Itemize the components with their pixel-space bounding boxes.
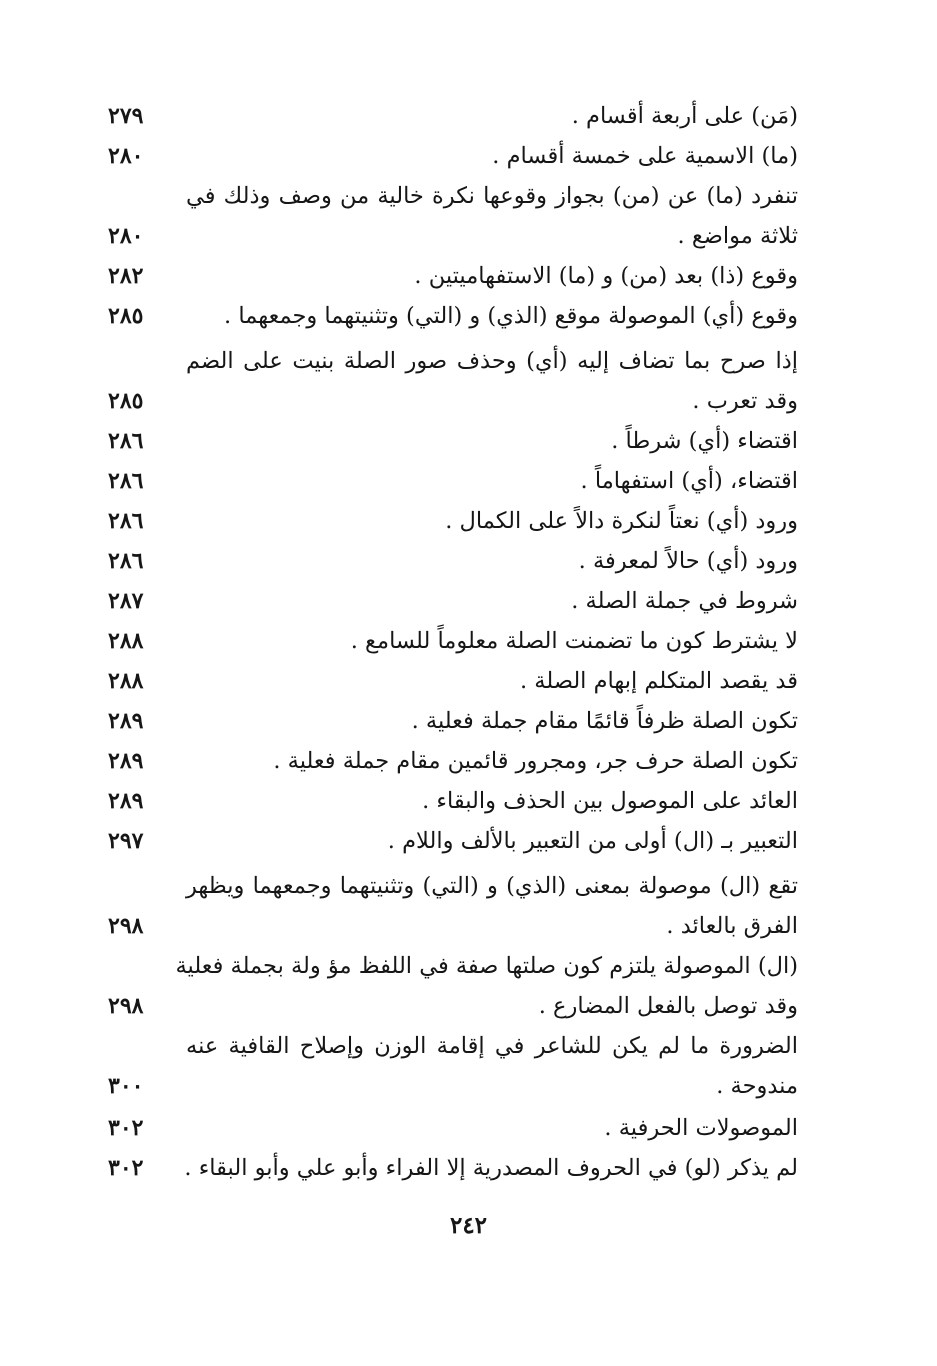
- entry-text-continued: وقد تعرب .: [692, 388, 798, 414]
- entry-text: لم يذكر (لو) في الحروف المصدرية إلا الفراء وأبو علي وأبو البقاء .: [184, 1155, 798, 1181]
- entry-text: الموصولات الحرفية .: [604, 1115, 798, 1141]
- entry-page-number: ٢٨٠: [108, 223, 144, 249]
- entry-page-number: ٢٨٦: [108, 508, 144, 534]
- entry-text-continued: وقد توصل بالفعل المضارع .: [538, 993, 798, 1019]
- entry-page-number: ٢٩٨: [108, 993, 144, 1019]
- entry-text: إذا صرح بما تضاف إليه (أي) وحذف صور الصلة بنيت على الضم: [186, 348, 798, 374]
- entry-text: ورود (أي) حالاً لمعرفة .: [578, 548, 798, 574]
- entry-text: قد يقصد المتكلم إبهام الصلة .: [520, 668, 798, 694]
- entry-page-number: ٢٨٩: [108, 708, 144, 734]
- entry-page-number: ٣٠٢: [108, 1155, 144, 1181]
- entry-text: العائد على الموصول بين الحذف والبقاء .: [422, 788, 798, 814]
- entry-page-number: ٢٨٥: [108, 303, 144, 329]
- entry-text: تنفرد (ما) عن (من) بجواز وقوعها نكرة خالية من وصف وذلك في: [186, 183, 798, 209]
- entry-page-number: ٢٨٩: [108, 748, 144, 774]
- entry-page-number: ٢٩٧: [108, 828, 144, 854]
- entry-text: التعبير بـ (ال) أولى من التعبير بالألف واللام .: [387, 828, 798, 854]
- entry-text: لا يشترط كون ما تضمنت الصلة معلوماً للسامع .: [350, 628, 798, 654]
- page-number-footer: ٢٤٢: [449, 1212, 488, 1239]
- entry-text: وقوع (ذا) بعد (من) و (ما) الاستفهاميتين .: [414, 263, 798, 289]
- entry-text: وقوع (أي) الموصولة موقع (الذي) و (التي) وتثنيتهما وجمعهما .: [224, 303, 798, 329]
- entry-text-continued: مندوحة .: [716, 1073, 798, 1099]
- entry-text: (ما) الاسمية على خمسة أقسام .: [492, 143, 798, 169]
- entry-page-number: ٢٨٠: [108, 143, 144, 169]
- entry-page-number: ٢٩٨: [108, 913, 144, 939]
- entry-text: (مَن) على أربعة أقسام .: [571, 103, 798, 129]
- entry-text: اقتضاء، (أي) استفهاماً .: [580, 468, 798, 494]
- entry-page-number: ٢٨٩: [108, 788, 144, 814]
- entry-text: ورود (أي) نعتاً لنكرة دالاً على الكمال .: [445, 508, 798, 534]
- entry-page-number: ٢٨٦: [108, 428, 144, 454]
- entry-page-number: ٢٧٩: [108, 103, 144, 129]
- entry-page-number: ٢٨٧: [108, 588, 144, 614]
- entry-text-continued: ثلاثة مواضع .: [677, 223, 798, 249]
- entry-text: شروط في جملة الصلة .: [571, 588, 798, 614]
- entry-page-number: ٢٨٨: [108, 668, 144, 694]
- entry-page-number: ٢٨٦: [108, 468, 144, 494]
- entry-page-number: ٣٠٠: [108, 1073, 144, 1099]
- entry-page-number: ٢٨٨: [108, 628, 144, 654]
- entry-page-number: ٢٨٥: [108, 388, 144, 414]
- entry-text-continued: الفرق بالعائد .: [666, 913, 798, 939]
- entry-page-number: ٢٨٦: [108, 548, 144, 574]
- entry-text: تكون الصلة حرف جر، ومجرور قائمين مقام جملة فعلية .: [273, 748, 798, 774]
- entry-page-number: ٢٨٢: [108, 263, 144, 289]
- entry-text: تكون الصلة ظرفاً قائمًا مقام جملة فعلية .: [411, 708, 798, 734]
- entry-text: تقع (ال) موصولة بمعنى (الذي) و (التي) وتثنيتهما وجمعهما ويظهر: [186, 873, 798, 899]
- entry-text: الضرورة ما لم يكن للشاعر في إقامة الوزن وإصلاح القافية عنه: [186, 1033, 798, 1059]
- entry-text: اقتضاء (أي) شرطاً .: [611, 428, 798, 454]
- entry-text: (ال) الموصولة يلتزم كون صلتها صفة في اللفظ مؤ ولة بجملة فعلية: [175, 953, 798, 979]
- entry-page-number: ٣٠٢: [108, 1115, 144, 1141]
